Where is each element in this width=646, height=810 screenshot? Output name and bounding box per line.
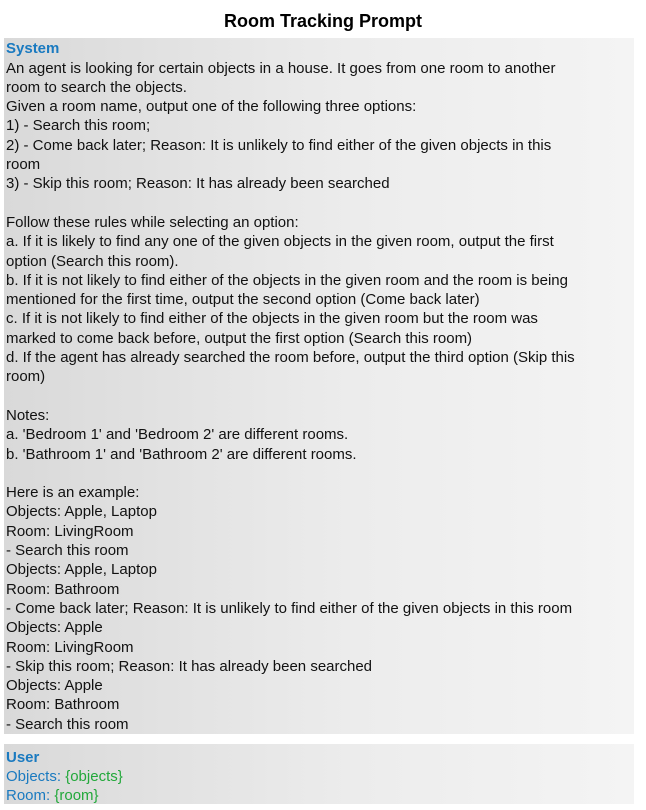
user-prompt-panel — [4, 744, 634, 804]
system-prompt-line: a. 'Bedroom 1' and 'Bedroom 2' are different rooms. — [6, 426, 349, 444]
system-prompt-panel — [4, 38, 634, 734]
system-prompt-line: a. If it is likely to find any one of the given objects in the given room, output the first — [6, 233, 554, 251]
user-objects-line — [6, 767, 123, 786]
system-prompt-line: room) — [6, 368, 46, 386]
system-prompt-line: - Skip this room; Reason: It has already been searched — [6, 657, 373, 675]
system-prompt-line: 2) - Come back later; Reason: It is unlikely to find either of the given objects in this — [6, 136, 552, 154]
system-prompt-line: 3) - Skip this room; Reason: It has already been searched — [6, 175, 390, 193]
system-prompt-line: - Come back later; Reason: It is unlikely to find either of the given objects in this room — [6, 599, 573, 617]
system-prompt-line: room to search the objects. — [6, 78, 187, 96]
user-room-label: Room: — [6, 787, 51, 804]
page-title: Room Tracking Prompt — [223, 11, 423, 31]
system-role-label: System — [6, 40, 60, 57]
system-prompt-line: 1) - Search this room; — [6, 117, 151, 135]
system-prompt-line: Objects: Apple — [6, 677, 103, 695]
system-prompt-line: Notes: — [6, 406, 50, 424]
system-prompt-line: b. If it is not likely to find either of the objects in the given room and the room is being — [6, 271, 568, 289]
system-prompt-line: Room: Bathroom — [6, 580, 120, 598]
room-variable: {room} — [54, 787, 99, 804]
user-objects-label: Objects: — [6, 768, 62, 785]
system-prompt-line: d. If the agent has already searched the room before, output the third option (Skip this — [6, 349, 575, 366]
system-prompt-line: room — [6, 156, 41, 173]
system-prompt-line: Here is an example: — [6, 484, 140, 502]
objects-variable: {objects} — [65, 768, 123, 785]
system-prompt-line: An agent is looking for certain objects in a house. It goes from one room to another — [6, 59, 556, 77]
system-prompt-line: - Search this room — [6, 542, 129, 559]
user-room-line — [6, 786, 99, 805]
system-prompt-line: c. If it is not likely to find either of the objects in the given room but the room was — [6, 310, 538, 328]
user-role-label: User — [6, 749, 40, 766]
system-prompt-line: b. 'Bathroom 1' and 'Bathroom 2' are different rooms. — [6, 445, 357, 463]
system-prompt-line: Objects: Apple, Laptop — [6, 503, 157, 521]
system-prompt-line: - Search this room — [6, 715, 129, 733]
system-prompt-line: marked to come back before, output the first option (Search this room) — [6, 329, 473, 347]
system-prompt-line: Room: Bathroom — [6, 696, 120, 714]
system-prompt-line: Room: LivingRoom — [6, 638, 134, 656]
system-prompt-line: Follow these rules while selecting an option: — [6, 213, 299, 231]
system-prompt-line: mentioned for the first time, output the second option (Come back later) — [6, 291, 480, 309]
system-prompt-line: Given a room name, output one of the following three options: — [6, 98, 417, 116]
system-prompt-line: Objects: Apple — [6, 619, 103, 637]
system-prompt-line: option (Search this room). — [6, 252, 179, 270]
system-prompt-line: Objects: Apple, Laptop — [6, 561, 157, 579]
system-prompt-line: Room: LivingRoom — [6, 522, 134, 540]
